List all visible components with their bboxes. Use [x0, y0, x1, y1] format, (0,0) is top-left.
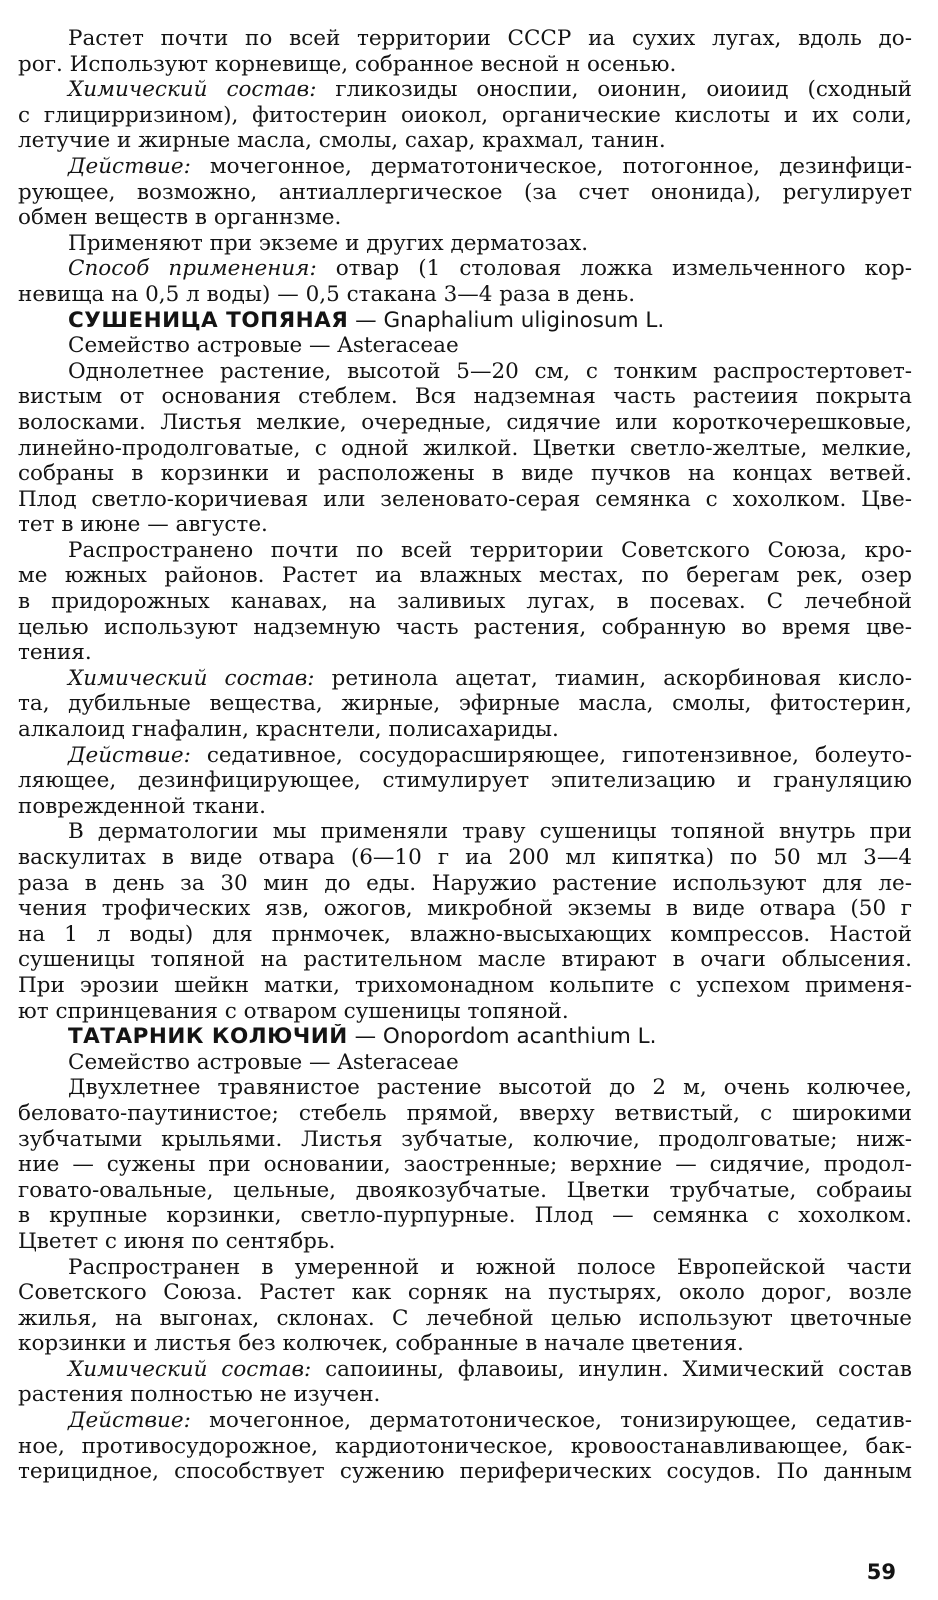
section-label: Химический состав:	[68, 77, 317, 103]
text-line	[18, 871, 912, 897]
text-line	[18, 1075, 912, 1101]
text-line	[18, 1408, 912, 1434]
line-text: гликозиды оноспии, оионин, оиоиид (сходный	[316, 77, 912, 103]
line-text: сапоиины, флавоиы, инулин. Химический состав	[311, 1356, 912, 1382]
line-text: При эрозии шейкн матки, трихомонадном кольпите с успехом применя-	[18, 972, 912, 998]
text-line	[18, 999, 912, 1025]
line-text: беловато-паутинистое; стебель прямой, вверху ветвистый, с широкими	[18, 1100, 912, 1126]
line-text: седативное, сосудорасширяющее, гипотензивное, болеуто-	[190, 742, 912, 768]
text-line	[18, 691, 912, 717]
text-line	[18, 103, 912, 129]
line-text: невища на 0,5 л воды) — 0,5 стакана 3—4 раза в день.	[18, 281, 636, 307]
line-text: Распространен в умеренной и южной полосе Европейской части	[68, 1254, 912, 1280]
line-text: Распространено почти по всей территории Советского Союза, кро-	[68, 537, 912, 563]
text-line	[18, 666, 912, 692]
line-text: поврежденной ткани.	[18, 793, 267, 819]
page-text-body	[18, 26, 912, 1485]
family-line	[18, 333, 912, 359]
line-text: В дерматологии мы применяли траву сушеницы топяной внутрь при	[68, 819, 912, 845]
text-line	[18, 512, 912, 538]
line-text: Цветет с июня по сентябрь.	[18, 1228, 336, 1254]
text-line	[18, 768, 912, 794]
text-line	[18, 896, 912, 922]
species-name: ТАТАРНИК КОЛЮЧИЙ	[68, 1024, 348, 1050]
text-line	[18, 410, 912, 436]
line-text: с глицирризином), фитостерин оиокол, органические кислоты и их соли,	[18, 102, 912, 128]
text-line	[18, 1306, 912, 1332]
text-line	[18, 77, 912, 103]
line-text: зубчатыми крыльями. Листья зубчатые, колючие, продолговатые; ниж-	[18, 1126, 912, 1152]
text-line	[18, 1255, 912, 1281]
text-line	[18, 1127, 912, 1153]
line-text: вистым от основания стеблем. Вся надземная часть растеиия покрыта	[18, 384, 912, 410]
line-text: алкалоид гнафалин, краснтели, полисахариды.	[18, 717, 559, 743]
text-line	[18, 615, 912, 641]
text-line	[18, 947, 912, 973]
text-line	[18, 180, 912, 206]
text-line	[18, 52, 912, 78]
line-text: рующее, возможно, антиаллергическое (за счет ононида), регулирует	[18, 179, 912, 205]
section-label: Действие:	[68, 1408, 191, 1434]
line-text: Семейство астровые — Asteraceae	[68, 333, 459, 359]
line-text: мочегонное, дерматотоническое, потогонное, дезинфици-	[190, 153, 912, 179]
text-line	[18, 1331, 912, 1357]
line-text: говато-овальные, цельные, двоякозубчатые. Цветки трубчатые, собраиы	[18, 1177, 912, 1203]
line-text: раза в день за 30 мин до еды. Наружио растение используют для ле-	[18, 870, 912, 896]
text-line	[18, 1434, 912, 1460]
section-label: Химический состав:	[68, 665, 315, 691]
text-line	[18, 973, 912, 999]
line-text: ретинола ацетат, тиамин, аскорбиновая кислo-	[314, 665, 912, 691]
line-text: рог. Используют корневище, собранное весной н осенью.	[18, 51, 677, 77]
line-text: чения трофических язв, ожогов, микробной экземы в виде отвара (50 г	[18, 896, 912, 922]
line-text: сушеницы топяной на растительном масле втирают в очаги облысения.	[18, 947, 912, 973]
line-text: терицидное, способствует сужению периферических сосудов. По данным	[18, 1459, 912, 1485]
text-line	[18, 563, 912, 589]
text-line	[18, 1203, 912, 1229]
species-name: СУШЕНИЦА ТОПЯНАЯ	[68, 307, 349, 333]
line-text: ляющее, дезинфицирующее, стимулирует эпителизацию и грануляцию	[18, 768, 912, 794]
section-label: Действие:	[68, 742, 191, 768]
line-text: Плод светло-коричиевая или зеленовато-серая семянка с хохолком. Цве-	[18, 486, 912, 512]
text-line	[18, 1382, 912, 1408]
text-line	[18, 154, 912, 180]
line-text: в придорожных канавах, на заливиых лугах, в посевах. С лечебной	[18, 589, 912, 615]
text-line	[18, 743, 912, 769]
line-text: в крупные корзинки, светло-пурпурные. Плод — семянка с хохолком.	[18, 1203, 912, 1229]
line-text: та, дубильные вещества, жирные, эфирные масла, смолы, фитостерин,	[18, 691, 912, 717]
text-line	[18, 384, 912, 410]
section-label: Действие:	[68, 153, 191, 179]
text-line	[18, 1101, 912, 1127]
line-text: Применяют при экземе и других дерматозах.	[68, 230, 589, 256]
line-text: Растет почти по всей территории СССР иа сухих лугах, вдоль до-	[68, 26, 912, 51]
text-line	[18, 589, 912, 615]
text-line	[18, 461, 912, 487]
line-text: васкулитах в виде отвара (6—10 г иа 200 мл кипятка) по 50 мл 3—4	[18, 845, 912, 870]
line-text: Однолетнее растение, высотой 5—20 см, с тонким распростертовет-	[68, 358, 912, 384]
text-line	[18, 1280, 912, 1306]
line-text: растения полностью не изучен.	[18, 1382, 381, 1408]
text-line	[18, 819, 912, 845]
text-line	[18, 256, 912, 282]
text-line	[18, 1229, 912, 1255]
text-line	[18, 717, 912, 743]
text-line	[18, 640, 912, 666]
text-line	[18, 436, 912, 462]
text-line	[18, 128, 912, 154]
line-text: отвар (1 столовая ложка измельченного кор-	[316, 256, 912, 282]
line-text: жилья, на выгонах, склонах. С лечебной целью используют цветочные	[18, 1305, 912, 1331]
line-text: Двухлетнее травянистое растение высотой до 2 м, очень колючее,	[68, 1075, 912, 1101]
text-line	[18, 845, 912, 871]
text-line	[18, 205, 912, 231]
line-text: ние — сужены при основании, заостренные; верхние — сидячие, продол-	[18, 1152, 912, 1178]
line-text: тения.	[18, 640, 92, 666]
text-line	[18, 231, 912, 257]
text-line	[18, 1357, 912, 1383]
line-text: волосками. Листья мелкие, очередные, сидячие или короткочерешковые,	[18, 409, 912, 435]
text-line	[18, 922, 912, 948]
line-text: целью используют надземную часть растения, собранную во время цве-	[18, 614, 912, 640]
line-text: — Gnaphalium uliginosum L.	[348, 307, 665, 333]
line-text: ют спринцевания с отваром сушеницы топяной.	[18, 998, 569, 1024]
text-line	[18, 282, 912, 308]
line-text: корзинки и листья без колючек, собранные в начале цветения.	[18, 1331, 744, 1357]
text-line	[18, 26, 912, 52]
section-label: Химический состав:	[68, 1356, 312, 1382]
page-number: 59	[866, 1560, 896, 1584]
species-heading-line	[18, 1024, 912, 1050]
line-text: — Onopordom acanthium L.	[347, 1024, 657, 1050]
text-line	[18, 487, 912, 513]
line-text: ное, противосудорожное, кардиотоническое, кровоостанавливающее, бак-	[18, 1433, 912, 1459]
line-text: тет в июне — августе.	[18, 512, 268, 538]
text-line	[18, 794, 912, 820]
line-text: Советского Союза. Растет как сорняк на пустырях, около дорог, возле	[18, 1280, 912, 1306]
line-text: Семейство астровые — Asteraceae	[68, 1049, 459, 1075]
line-text: обмен веществ в органнзме.	[18, 205, 342, 231]
text-line	[18, 1459, 912, 1485]
text-line	[18, 1152, 912, 1178]
line-text: линейно-продолговатые, с одной жилкой. Цветки светло-желтые, мелкие,	[18, 435, 912, 461]
line-text: летучие и жирные масла, смолы, сахар, крахмал, танин.	[18, 128, 666, 154]
line-text: мочегонное, дерматотоническое, тонизирующее, седатив-	[190, 1408, 912, 1434]
section-label: Способ применения:	[68, 256, 317, 282]
species-heading-line	[18, 308, 912, 334]
text-line	[18, 538, 912, 564]
family-line	[18, 1050, 912, 1076]
text-line	[18, 1178, 912, 1204]
line-text: ме южных районов. Растет иа влажных местах, по берегам рек, озер	[18, 563, 912, 589]
line-text: на 1 л воды) для прнмочек, влажно-высыхающих компрессов. Настой	[18, 921, 912, 947]
line-text: собраны в корзинки и расположены в виде пучков на концах ветвей.	[18, 461, 912, 487]
text-line	[18, 359, 912, 385]
